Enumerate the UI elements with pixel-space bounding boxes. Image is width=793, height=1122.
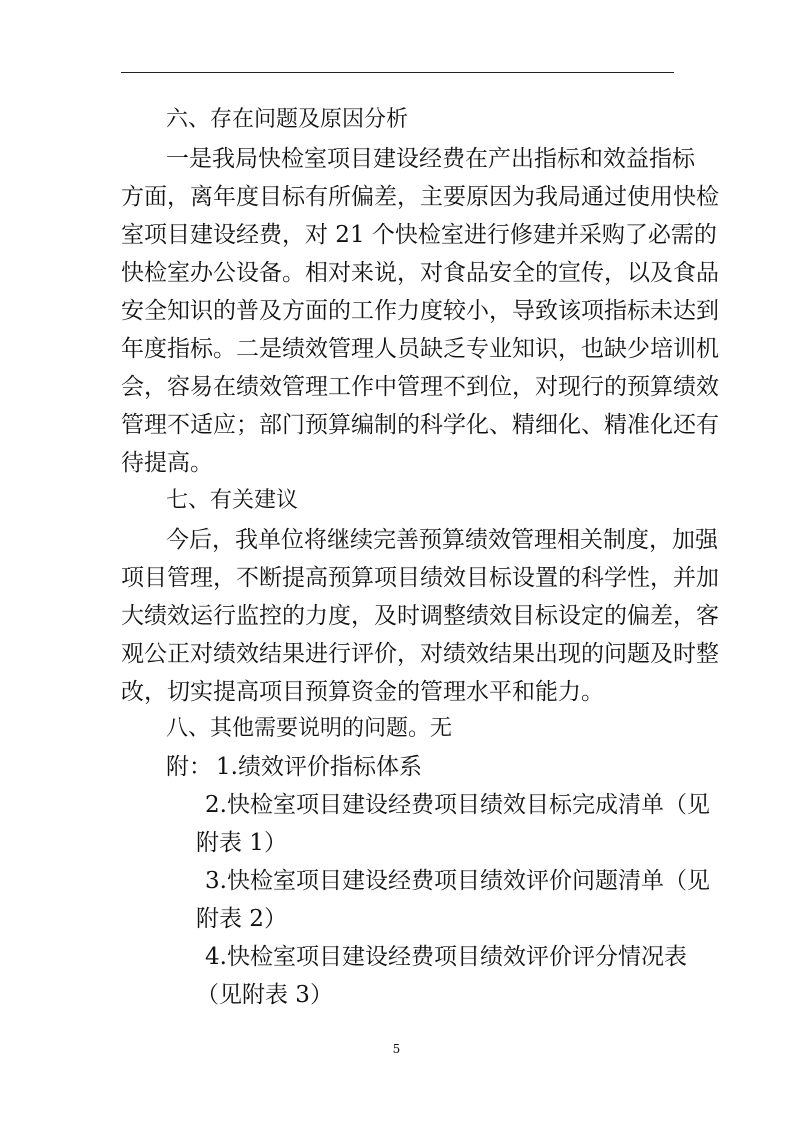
section-6-line-9: 待提高。 bbox=[121, 450, 213, 476]
attachment-item-3: 3.快检室项目建设经费项目绩效评价问题清单（见 bbox=[205, 868, 710, 894]
section-7-heading: 七、有关建议 bbox=[166, 488, 299, 513]
section-6-line-2: 方面，离年度目标有所偏差，主要原因为我局通过使用快检 bbox=[121, 184, 719, 210]
attachment-item-3-cont: 附表 2） bbox=[196, 906, 287, 932]
header-rule bbox=[121, 72, 674, 73]
section-7-line-5: 改，切实提高项目预算资金的管理水平和能力。 bbox=[121, 679, 604, 705]
section-6-line-6: 年度指标。二是绩效管理人员缺乏专业知识，也缺少培训机 bbox=[121, 336, 719, 362]
section-7-line-2: 项目管理，不断提高预算项目绩效目标设置的科学性，并加 bbox=[121, 565, 719, 591]
attachment-item-2: 2.快检室项目建设经费项目绩效目标完成清单（见 bbox=[205, 792, 710, 818]
section-6-line-1: 一是我局快检室项目建设经费在产出指标和效益指标 bbox=[166, 146, 695, 172]
section-6-line-7: 会，容易在绩效管理工作中管理不到位，对现行的预算绩效 bbox=[121, 374, 719, 400]
section-6-heading: 六、存在问题及原因分析 bbox=[166, 107, 409, 132]
attachments-label: 附： bbox=[166, 754, 212, 780]
page-number: 5 bbox=[392, 1042, 401, 1056]
attachment-item-1: 1.绩效评价指标体系 bbox=[216, 754, 422, 780]
section-6-line-4: 快检室办公设备。相对来说，对食品安全的宣传，以及食品 bbox=[121, 260, 719, 286]
section-6-line-5: 安全知识的普及方面的工作力度较小，导致该项指标未达到 bbox=[121, 298, 719, 324]
section-7-line-3: 大绩效运行监控的力度，及时调整绩效目标设定的偏差，客 bbox=[121, 603, 719, 629]
attachment-item-4-cont: （见附表 3） bbox=[196, 982, 333, 1008]
section-7-line-1: 今后，我单位将继续完善预算绩效管理相关制度，加强 bbox=[166, 527, 718, 553]
attachment-item-2-cont: 附表 1） bbox=[196, 830, 287, 856]
attachment-item-4: 4.快检室项目建设经费项目绩效评价评分情况表 bbox=[205, 944, 687, 970]
section-6-line-3: 室项目建设经费，对 21 个快检室进行修建并采购了必需的 bbox=[121, 222, 717, 248]
section-8-heading: 八、其他需要说明的问题。无 bbox=[166, 716, 453, 741]
section-7-line-4: 观公正对绩效结果进行评价，对绩效结果出现的问题及时整 bbox=[121, 641, 719, 667]
section-6-line-8: 管理不适应；部门预算编制的科学化、精细化、精准化还有 bbox=[121, 412, 719, 438]
